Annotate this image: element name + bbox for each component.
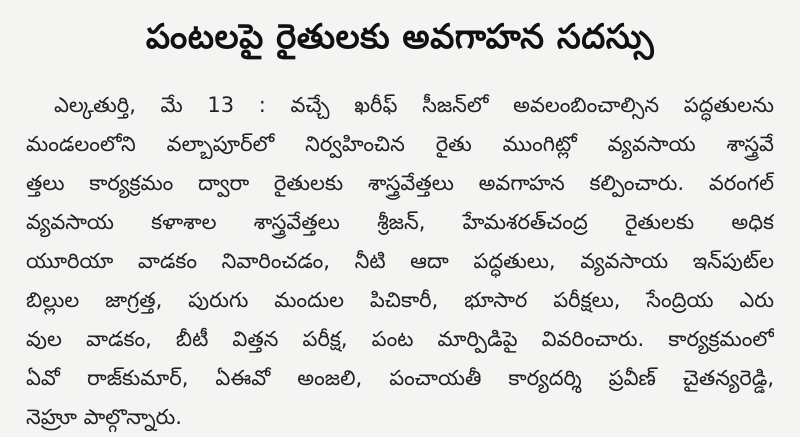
article-line: నెహ్రూ పాల్గొన్నారు. [26,405,182,429]
article-line: వ్యవసాయ కళాశాల శాస్త్రవేత్తలు శ్రీజన్, హేమశరత్‌చంద్ర రైతులకు అధిక [26,210,774,234]
article-line: ఎల్కతుర్తి, మే 13 : వచ్చే ఖరీఫ్ సీజన్‌లో అవలంబించాల్సిన పద్ధతులను [54,93,774,117]
article-body [26,86,774,437]
article-line: మండలంలోని వల్బాపూర్‌లో నిర్వహించిన రైతు ముంగిట్లో వ్యవసాయ శాస్త్రవే [26,132,774,156]
article-line: వుల వాడకం, బీటీ విత్తన పరీక్ష, పంట మార్పిడిపై వివరించారు. కార్యక్రమంలో [26,327,774,351]
article-line: బిల్లుల జాగ్రత్త, పురుగు మందుల పిచికారీ, భూసార పరీక్షలు, సేంద్రియ ఎరు [26,288,774,312]
article-line: త్తలు కార్యక్రమం ద్వారా రైతులకు శాస్త్రవేత్తలు అవగాహన కల్పించారు. వరంగల్ [26,171,774,195]
article-line: ఏవో రాజ్‌కుమార్, ఏఈవో అంజలి, పంచాయతీ కార్యదర్శి ప్రవీణ్ చైతన్యరెడ్డి, [26,366,774,390]
headline: పంటలపై రైతులకు అవగాహన సదస్సు [145,17,655,57]
article-line: యూరియా వాడకం నివారించడం, నీటి ఆదా పద్ధతులు, వ్యవసాయ ఇన్‌పుట్‌ల [26,249,774,273]
